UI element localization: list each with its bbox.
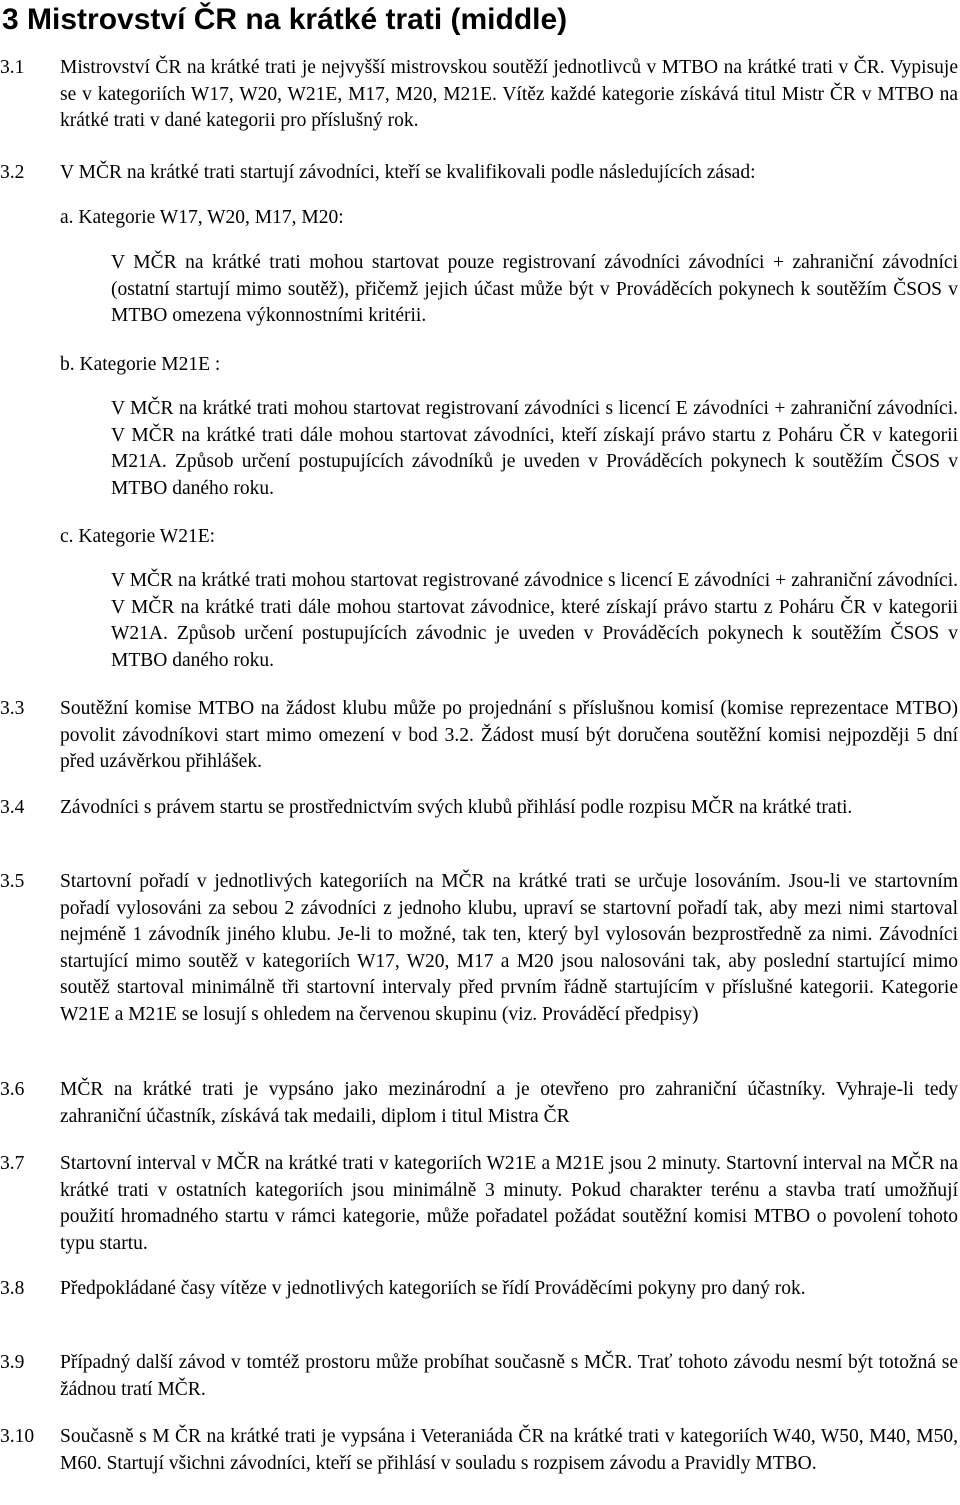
paragraph-number: 3.1 — [0, 57, 25, 78]
paragraph-number: 3.5 — [0, 871, 25, 892]
paragraph-3-1 — [0, 55, 958, 135]
paragraph-text: Startovní interval v MČR na krátké trati v kategoriích W21E a M21E jsou 2 minuty. Startovní interval na MČR na krátké trati v ostatních kategoriích jsou minimálně 3 minuty. Pokud charakter terénu a stavba tratí umožňují použití hromadného startu v rámci kategorie, může pořadatel požádat soutěžní komisi MTBO o povolení tohoto typu startu. — [60, 1153, 958, 1254]
paragraph-3-2 — [0, 160, 958, 187]
paragraph-3-4 — [0, 795, 958, 822]
paragraph-number: 3.2 — [0, 162, 25, 183]
paragraph-number: 3.3 — [0, 698, 25, 719]
paragraph-text: Předpokládané časy vítěze v jednotlivých kategoriích se řídí Prováděcími pokyny pro daný rok. — [60, 1278, 806, 1299]
paragraph-text: Startovní pořadí v jednotlivých kategoriích na MČR na krátké trati se určuje losováním. Jsou-li ve startovním pořadí vylosováni za sebou 2 závodníci z jednoho klubu, upraví se startovní pořadí tak, aby mezi nimi startoval nejméně 1 závodník jiného klubu. Je-li to možné, tak ten, který byl vylosován bezprostředně za nimi. Závodníci startující mimo soutěž v kategoriích W17, W20, M17 a M20 jsou nalosováni tak, aby poslední startující mimo soutěž startoval minimálně tři startovní intervaly před prvním řádně startujícím v příslušné kategorii. Kategorie W21E a M21E se losují s ohledem na červenou skupinu (viz. Prováděcí předpisy) — [60, 871, 958, 1025]
subsection-label-b: b. Kategorie M21E : — [60, 354, 221, 375]
section-heading: 3 Mistrovství ČR na krátké trati (middle) — [2, 3, 568, 36]
paragraph-3-6 — [0, 1077, 958, 1130]
paragraph-number: 3.9 — [0, 1352, 25, 1373]
paragraph-3-10 — [0, 1424, 958, 1477]
paragraph-text: Současně s M ČR na krátké trati je vypsána i Veteraniáda ČR na krátké trati v kategoriích W40, W50, M40, M50, M60. Startují všichni závodníci, kteří se přihlásí v souladu s rozpisem závodu a Pravidly MTBO. — [60, 1426, 958, 1474]
paragraph-text: Soutěžní komise MTBO na žádost klubu může po projednání s příslušnou komisí (komise reprezentace MTBO) povolit závodníkovi start mimo omezení v bod 3.2. Žádost musí být doručena soutěžní komisi nejpozději 5 dní před uzávěrkou přihlášek. — [60, 698, 958, 772]
paragraph-text: MČR na krátké trati je vypsáno jako mezinárodní a je otevřeno pro zahraniční účastníky. Vyhraje-li tedy zahraniční účastník, získává tak medaili, diplom i titul Mistra ČR — [60, 1079, 958, 1127]
paragraph-3-9 — [0, 1350, 958, 1403]
subsection-label-c: c. Kategorie W21E: — [60, 526, 216, 547]
paragraph-text: Mistrovství ČR na krátké trati je nejvyšší mistrovskou soutěží jednotlivců v MTBO na krátké trati v ČR. Vypisuje se v kategoriích W17, W20, W21E, M17, M20, M21E. Vítěz každé kategorie získává titul Mistr ČR v MTBO na krátké trati v dané kategorii pro příslušný rok. — [60, 57, 958, 131]
paragraph-text: V MČR na krátké trati startují závodníci, kteří se kvalifikovali podle následujících zásad: — [60, 162, 756, 183]
paragraph-number: 3.7 — [0, 1153, 25, 1174]
paragraph-number: 3.6 — [0, 1079, 25, 1100]
paragraph-3-5 — [0, 869, 958, 1028]
paragraph-3-8 — [0, 1276, 958, 1303]
paragraph-number: 3.10 — [0, 1426, 35, 1447]
subsection-text-c: V MČR na krátké trati mohou startovat registrované závodnice s licencí E závodníci + zahraniční závodníci. V MČR na krátké trati dále mohou startovat závodnice, které získají právo startu z Poháru ČR v kategorii W21A. Způsob určení postupujících závodnic je uveden v Prováděcích pokynech k soutěžím ČSOS v MTBO daného roku. — [111, 570, 958, 671]
subsection-text-a: V MČR na krátké trati mohou startovat pouze registrovaní závodníci závodníci + zahraniční závodníci (ostatní startují mimo soutěž), přičemž jejich účast může být v Prováděcích pokynech k soutěžím ČSOS v MTBO omezena výkonnostními kritérii. — [111, 252, 958, 326]
paragraph-number: 3.4 — [0, 797, 25, 818]
paragraph-text: Závodníci s právem startu se prostřednictvím svých klubů přihlásí podle rozpisu MČR na krátké trati. — [60, 797, 853, 818]
paragraph-text: Případný další závod v tomtéž prostoru může probíhat současně s MČR. Trať tohoto závodu nesmí být totožná se žádnou tratí MČR. — [60, 1352, 958, 1400]
paragraph-3-3 — [0, 696, 958, 776]
paragraph-number: 3.8 — [0, 1278, 25, 1299]
subsection-text-b: V MČR na krátké trati mohou startovat registrovaní závodníci s licencí E závodníci + zahraniční závodníci. V MČR na krátké trati dále mohou startovat závodníci, kteří získají právo startu z Poháru ČR v kategorii M21A. Způsob určení postupujících závodníků je uveden v Prováděcích pokynech k soutěžím ČSOS v MTBO daného roku. — [111, 398, 958, 499]
paragraph-3-7 — [0, 1151, 958, 1257]
subsection-label-a: a. Kategorie W17, W20, M17, M20: — [60, 207, 344, 228]
